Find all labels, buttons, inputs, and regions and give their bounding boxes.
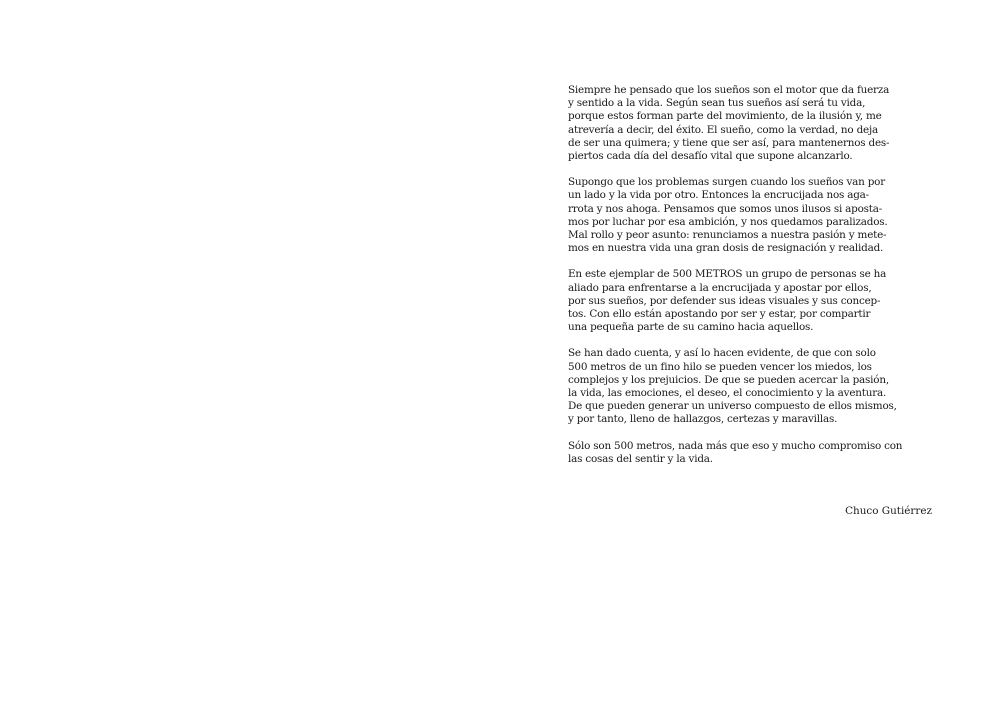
text-line: mos por luchar por esa ambición, y nos quedamos paralizados.	[568, 215, 888, 228]
text-line: por sus sueños, por defender sus ideas visuales y sus concep-	[568, 294, 881, 307]
text-line: 500 metros de un fino hilo se pueden vencer los miedos, los	[568, 360, 872, 373]
text-line: En este ejemplar de 500 METROS un grupo de personas se ha	[568, 268, 887, 281]
body-text	[568, 84, 936, 479]
text-line: complejos y los prejuicios. De que se pueden acercar la pasión,	[568, 373, 889, 386]
text-line: las cosas del sentir y la vida.	[568, 452, 713, 465]
paragraph-1	[568, 84, 936, 163]
paragraph-3	[568, 268, 936, 334]
text-line: Supongo que los problemas surgen cuando los sueños van por	[568, 176, 886, 189]
text-line: de ser una quimera; y tiene que ser así, para mantenernos des-	[568, 136, 890, 149]
text-line: un lado y la vida por otro. Entonces la encrucijada nos aga-	[568, 189, 869, 202]
text-line: una pequeña parte de su camino hacia aquellos.	[568, 321, 814, 334]
paragraph-4	[568, 347, 936, 426]
text-line: Siempre he pensado que los sueños son el motor que da fuerza	[568, 84, 890, 96]
text-line: porque estos forman parte del movimiento, de la ilusión y, me	[568, 110, 882, 123]
text-line: y sentido a la vida. Según sean tus sueños así será tu vida,	[568, 97, 866, 110]
text-line: tos. Con ello están apostando por ser y estar, por compartir	[568, 308, 871, 321]
text-line: Se han dado cuenta, y así lo hacen evidente, de que con solo	[568, 347, 876, 360]
text-line: aliado para enfrentarse a la encrucijada y apostar por ellos,	[568, 281, 872, 294]
text-line: la vida, las emociones, el deseo, el conocimiento y la aventura.	[568, 387, 887, 400]
text-line: atrevería a decir, del éxito. El sueño, como la verdad, no deja	[568, 123, 878, 136]
text-line: De que pueden generar un universo compuesto de ellos mismos,	[568, 400, 897, 413]
text-line: Mal rollo y peor asunto: renunciamos a nuestra pasión y mete-	[568, 229, 887, 242]
paragraph-2	[568, 176, 936, 255]
text-line: rrota y nos ahoga. Pensamos que somos unos ilusos si aposta-	[568, 202, 883, 215]
text-line: piertos cada día del desafío vital que supone alcanzarlo.	[568, 150, 853, 163]
text-line: Sólo son 500 metros, nada más que eso y mucho compromiso con	[568, 439, 903, 452]
author-signature: Chuco Gutiérrez	[845, 505, 932, 517]
text-line: y por tanto, lleno de hallazgos, certezas y maravillas.	[568, 413, 838, 426]
paragraph-5	[568, 440, 936, 466]
text-line: mos en nuestra vida una gran dosis de resignación y realidad.	[568, 242, 884, 255]
